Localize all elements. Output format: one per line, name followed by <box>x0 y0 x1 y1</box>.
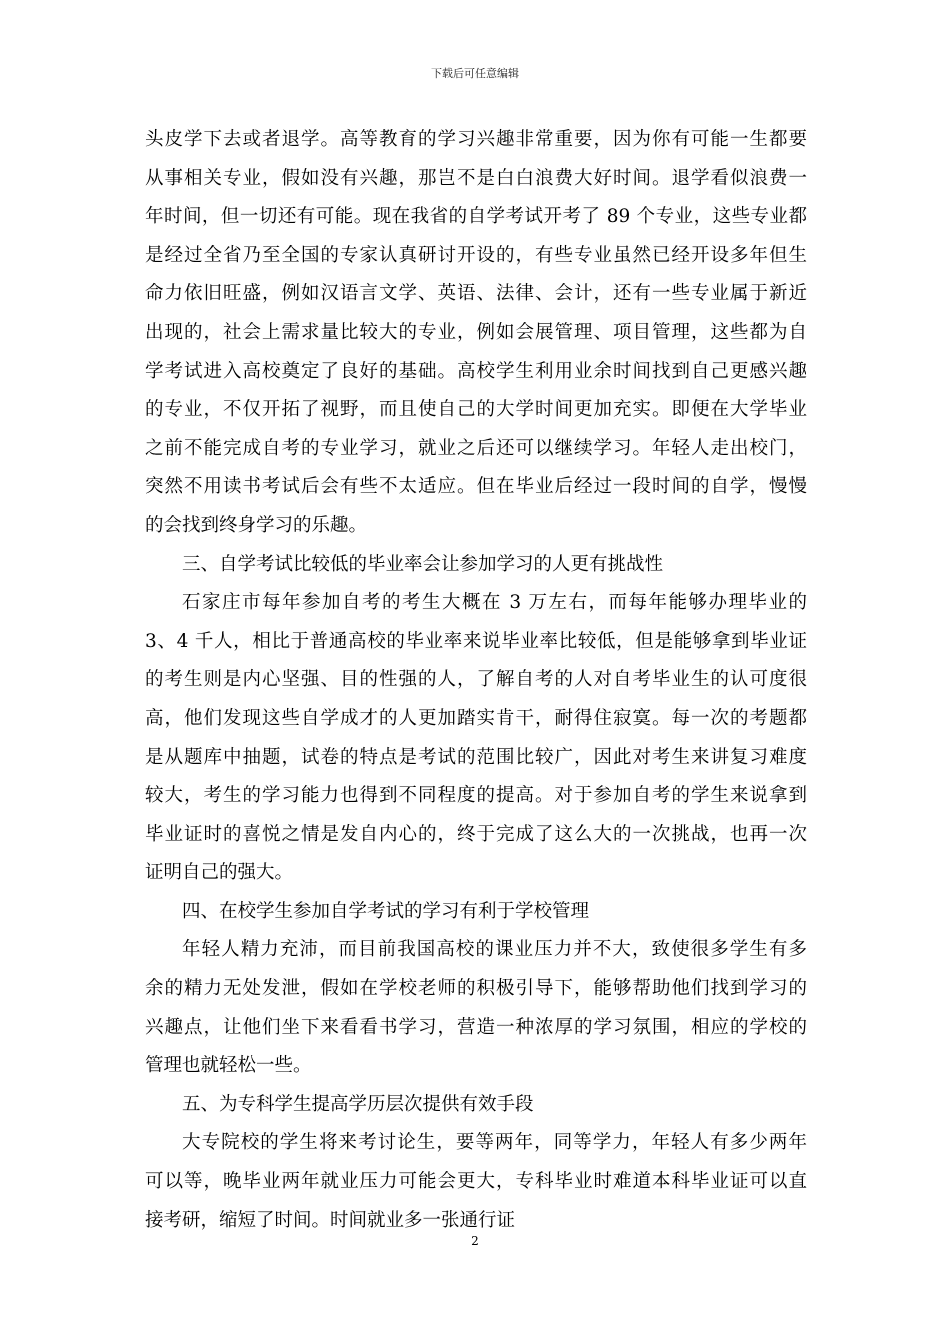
section-heading: 五、为专科学生提高学历层次提供有效手段 <box>182 1093 534 1115</box>
text-line: 证明自己的强大。 <box>145 862 294 884</box>
document-body <box>145 121 807 1240</box>
text-line: 管理也就轻松一些。 <box>145 1055 312 1077</box>
text-line: 较大，考生的学习能力也得到不同程度的提高。对于参加自考的学生来说拿到 <box>145 785 807 807</box>
paragraph <box>145 121 807 546</box>
text-line: 学考试进入高校奠定了良好的基础。高校学生利用业余时间找到自己更感兴趣 <box>145 360 807 382</box>
text-line: 的考生则是内心坚强、目的性强的人，了解自考的人对自考毕业生的认可度很 <box>145 669 807 691</box>
text-line: 年轻人精力充沛，而目前我国高校的课业压力并不大，致使很多学生有多 <box>182 939 807 961</box>
text-line: 毕业证时的喜悦之情是发自内心的，终于完成了这么大的一次挑战，也再一次 <box>145 823 807 845</box>
text-line: 的专业，不仅开拓了视野，而且使自己的大学时间更加充实。即便在大学毕业 <box>145 399 807 421</box>
page-number: 2 <box>471 1234 479 1248</box>
text-line: 是经过全省乃至全国的专家认真研讨开设的，有些专业虽然已经开设多年但生 <box>145 244 807 266</box>
text-line: 命力依旧旺盛，例如汉语言文学、英语、法律、会计，还有一些专业属于新近 <box>145 283 807 305</box>
text-line: 出现的，社会上需求量比较大的专业，例如会展管理、项目管理，这些都为自 <box>145 321 807 343</box>
text-line: 的会找到终身学习的乐趣。 <box>145 514 368 536</box>
text-line: 可以等，晚毕业两年就业压力可能会更大，专科毕业时难道本科毕业证可以直 <box>145 1171 807 1193</box>
page-header-note: 下载后可任意编辑 <box>431 67 519 80</box>
text-line: 大专院校的学生将来考讨论生，要等两年，同等学力，年轻人有多少两年 <box>182 1132 807 1154</box>
text-line: 从事相关专业，假如没有兴趣，那岂不是白白浪费大好时间。退学看似浪费一 <box>145 167 807 189</box>
text-line: 余的精力无处发泄，假如在学校老师的积极引导下，能够帮助他们找到学习的 <box>145 978 807 1000</box>
section-heading: 四、在校学生参加自学考试的学习有利于学校管理 <box>182 900 590 922</box>
text-line: 高，他们发现这些自学成才的人更加踏实肯干，耐得住寂寞。每一次的考题都 <box>145 707 807 729</box>
text-line: 兴趣点，让他们坐下来看看书学习，营造一种浓厚的学习氛围，相应的学校的 <box>145 1016 807 1038</box>
paragraph <box>145 931 807 1085</box>
text-line: 石家庄市每年参加自考的考生大概在 3 万左右，而每年能够办理毕业的 <box>182 592 807 614</box>
section-heading: 三、自学考试比较低的毕业率会让参加学习的人更有挑战性 <box>182 553 664 575</box>
text-line: 之前不能完成自考的专业学习，就业之后还可以继续学习。年轻人走出校门， <box>145 437 807 459</box>
text-line: 突然不用读书考试后会有些不太适应。但在毕业后经过一段时间的自学，慢慢 <box>145 476 807 498</box>
text-line: 是从题库中抽题，试卷的特点是考试的范围比较广，因此对考生来讲复习难度 <box>145 746 807 768</box>
text-line: 接考研，缩短了时间。时间就业多一张通行证 <box>145 1209 516 1231</box>
paragraph <box>145 1124 807 1240</box>
text-line: 头皮学下去或者退学。高等教育的学习兴趣非常重要，因为你有可能一生都要 <box>145 129 807 150</box>
text-line: 年时间，但一切还有可能。现在我省的自学考试开考了 89 个专业，这些专业都 <box>145 206 807 228</box>
paragraph <box>145 584 807 893</box>
text-line: 3、4 千人，相比于普通高校的毕业率来说毕业率比较低，但是能够拿到毕业证 <box>145 630 807 652</box>
